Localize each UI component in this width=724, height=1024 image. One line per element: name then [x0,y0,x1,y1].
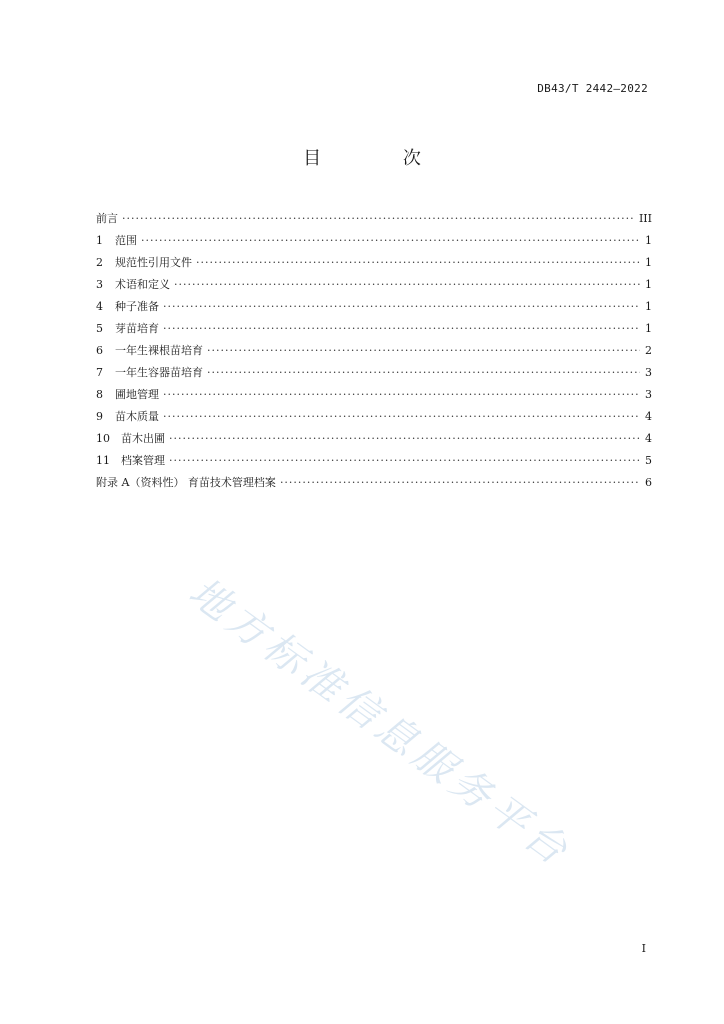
toc-entry-6[interactable] [96,336,652,358]
toc-entry-label: 苗木出圃 [121,432,165,445]
dot-leader [169,454,640,468]
toc-entry-page: 1 [645,256,652,269]
toc-entry-5[interactable] [96,314,652,336]
toc-entry-label: 范围 [115,234,137,247]
toc-entry-2[interactable] [96,248,652,270]
toc-entry-page: 3 [645,388,652,401]
toc-entry-8[interactable] [96,380,652,402]
table-of-contents [96,204,652,490]
toc-entry-3[interactable] [96,270,652,292]
toc-entry-label: 一年生裸根苗培育 [115,344,203,357]
toc-entry-4[interactable] [96,292,652,314]
toc-entry-foreword[interactable] [96,204,652,226]
toc-entry-number: 1 [96,234,103,247]
toc-entry-number: 9 [96,410,103,423]
toc-entry-page: 1 [645,278,652,291]
toc-entry-page: 1 [645,234,652,247]
toc-entry-label: 前言 [96,212,118,225]
toc-entry-number: 11 [96,454,110,467]
toc-entry-page: 4 [645,410,652,423]
watermark: 地方标准信息服务平台 [180,569,580,877]
page-title: 目 次 [303,148,459,169]
toc-entry-page: 1 [645,300,652,313]
toc-entry-label: 种子准备 [115,300,159,313]
toc-entry-label: 一年生容器苗培育 [115,366,203,379]
dot-leader [122,212,635,226]
dot-leader [163,300,640,314]
toc-entry-11[interactable] [96,446,652,468]
toc-entry-label: 档案管理 [121,454,165,467]
toc-entry-9[interactable] [96,402,652,424]
standard-code: DB43/T 2442—2022 [537,82,648,95]
toc-entry-page: 6 [645,476,652,489]
dot-leader [207,344,640,358]
dot-leader [163,388,640,402]
toc-entry-appendix-a[interactable] [96,468,652,490]
dot-leader [141,234,640,248]
toc-entry-page: 4 [645,432,652,445]
toc-entry-page: III [638,212,652,225]
toc-entry-label: 规范性引用文件 [115,256,192,269]
toc-entry-page: 1 [645,322,652,335]
toc-entry-10[interactable] [96,424,652,446]
toc-entry-number: 3 [96,278,103,291]
dot-leader [280,476,640,490]
dot-leader [163,410,640,424]
toc-entry-number: 6 [96,344,103,357]
toc-entry-label: 附录 A（资料性） 育苗技术管理档案 [96,476,276,489]
toc-entry-page: 3 [645,366,652,379]
toc-entry-number: 10 [96,432,110,445]
toc-entry-number: 4 [96,300,103,313]
toc-entry-number: 8 [96,388,103,401]
toc-entry-number: 5 [96,322,103,335]
dot-leader [169,432,640,446]
toc-entry-7[interactable] [96,358,652,380]
toc-entry-label: 圃地管理 [115,388,159,401]
page-folio: I [641,942,646,955]
toc-entry-page: 5 [645,454,652,467]
toc-entry-number: 7 [96,366,103,379]
dot-leader [163,322,640,336]
toc-entry-page: 2 [645,344,652,357]
toc-entry-label: 术语和定义 [115,278,170,291]
dot-leader [174,278,640,292]
toc-entry-1[interactable] [96,226,652,248]
dot-leader [196,256,640,270]
dot-leader [207,366,640,380]
toc-entry-label: 芽苗培育 [115,322,159,335]
toc-entry-number: 2 [96,256,103,269]
toc-entry-label: 苗木质量 [115,410,159,423]
